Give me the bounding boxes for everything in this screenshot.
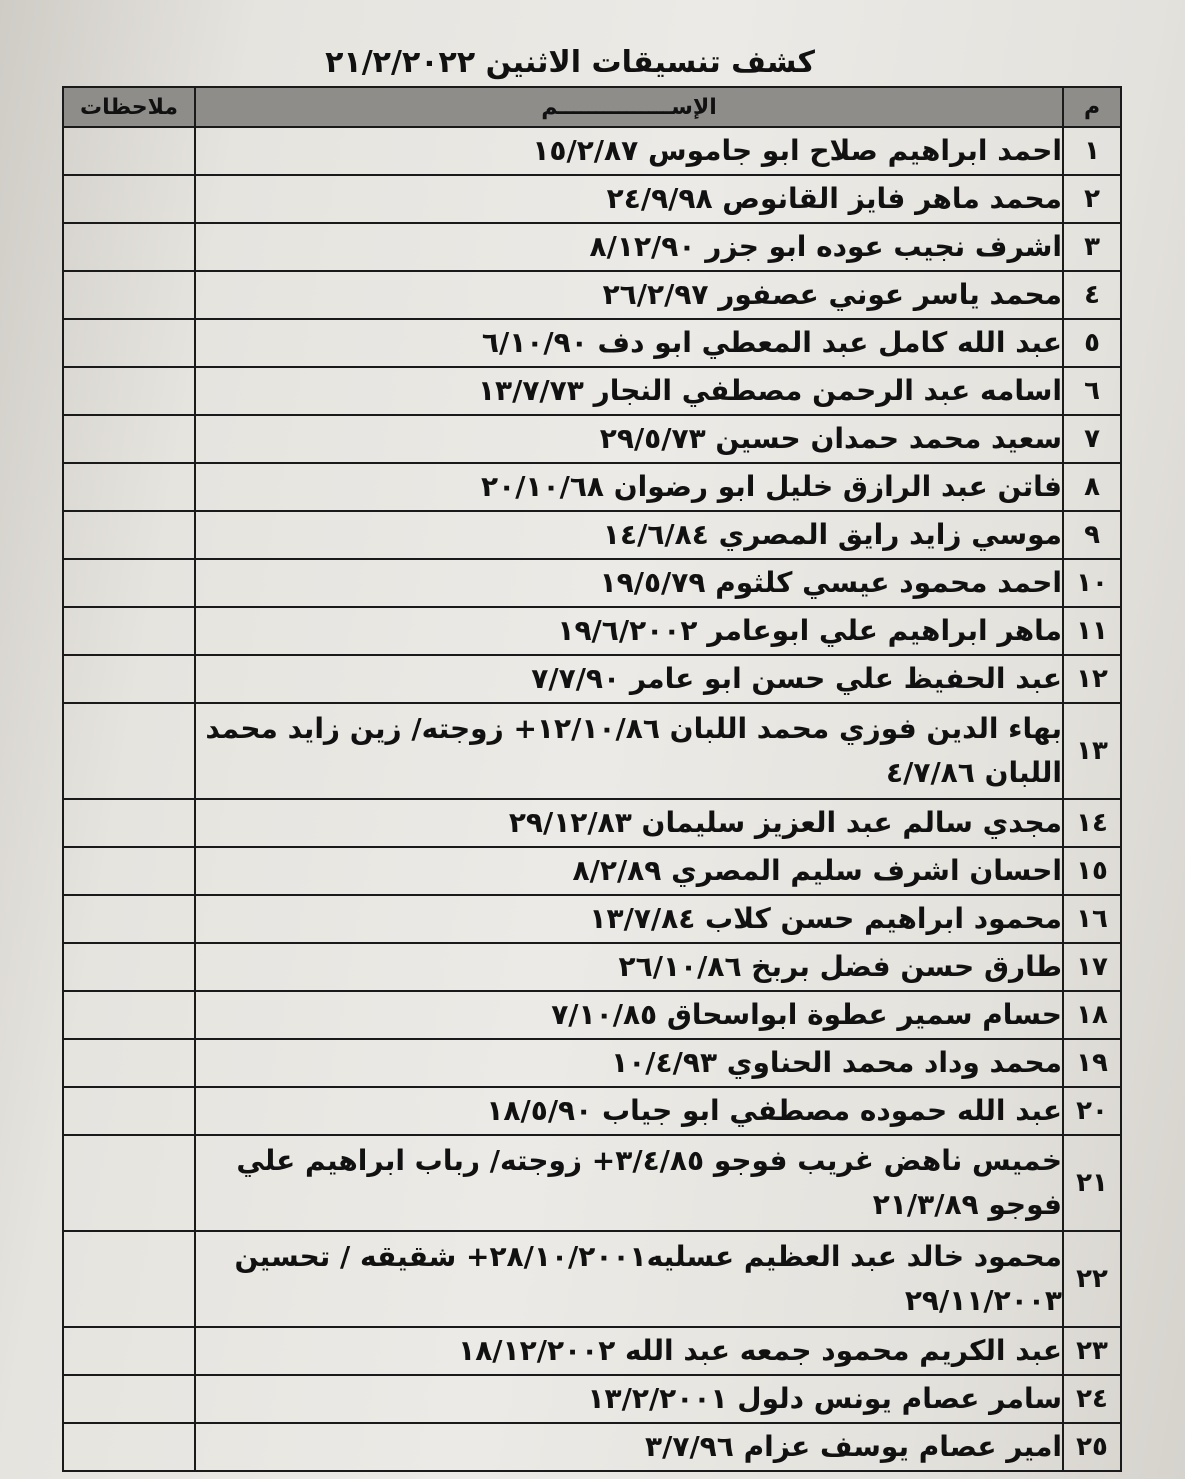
row-notes (63, 943, 195, 991)
row-notes (63, 607, 195, 655)
row-number: ١١ (1063, 607, 1121, 655)
table-row (63, 463, 1121, 511)
row-name: عبد الكريم محمود جمعه عبد الله ١٨/١٢/٢٠٠٢ (195, 1327, 1063, 1375)
row-name: احمد محمود عيسي كلثوم ١٩/٥/٧٩ (195, 559, 1063, 607)
row-notes (63, 1423, 195, 1471)
row-number: ٩ (1063, 511, 1121, 559)
row-name: حسام سمير عطوة ابواسحاق ٧/١٠/٨٥ (195, 991, 1063, 1039)
row-notes (63, 847, 195, 895)
roster-table (62, 86, 1122, 1472)
row-number: ٢٥ (1063, 1423, 1121, 1471)
row-notes (63, 175, 195, 223)
table-row (63, 847, 1121, 895)
row-notes (63, 655, 195, 703)
table-row (63, 607, 1121, 655)
table-row (63, 1039, 1121, 1087)
row-notes (63, 799, 195, 847)
row-notes (63, 1231, 195, 1327)
row-name: احسان اشرف سليم المصري ٨/٢/٨٩ (195, 847, 1063, 895)
row-notes (63, 1135, 195, 1231)
row-name: اشرف نجيب عوده ابو جزر ٨/١٢/٩٠ (195, 223, 1063, 271)
row-notes (63, 703, 195, 799)
roster-body (63, 127, 1121, 1471)
row-number: ١٣ (1063, 703, 1121, 799)
row-notes (63, 1327, 195, 1375)
row-number: ٢٣ (1063, 1327, 1121, 1375)
row-notes (63, 463, 195, 511)
row-number: ٢٠ (1063, 1087, 1121, 1135)
row-number: ٦ (1063, 367, 1121, 415)
table-row (63, 223, 1121, 271)
row-name: سعيد محمد حمدان حسين ٢٩/٥/٧٣ (195, 415, 1063, 463)
row-name: سامر عصام يونس دلول ١٣/٢/٢٠٠١ (195, 1375, 1063, 1423)
table-row (63, 175, 1121, 223)
table-row (63, 655, 1121, 703)
header-number: م (1063, 87, 1121, 127)
row-name: عبد الحفيظ علي حسن ابو عامر ٧/٧/٩٠ (195, 655, 1063, 703)
table-row (63, 1375, 1121, 1423)
row-number: ٢ (1063, 175, 1121, 223)
table-row (63, 1327, 1121, 1375)
row-notes (63, 415, 195, 463)
table-row (63, 319, 1121, 367)
row-name: احمد ابراهيم صلاح ابو جاموس ١٥/٢/٨٧ (195, 127, 1063, 175)
row-notes (63, 127, 195, 175)
row-notes (63, 367, 195, 415)
row-number: ٢٢ (1063, 1231, 1121, 1327)
table-row (63, 799, 1121, 847)
header-notes: ملاحظات (63, 87, 195, 127)
row-number: ١٠ (1063, 559, 1121, 607)
row-notes (63, 511, 195, 559)
header-row (63, 87, 1121, 127)
row-number: ١٦ (1063, 895, 1121, 943)
row-notes (63, 895, 195, 943)
header-name: الإســـــــــــــــم (195, 87, 1063, 127)
row-notes (63, 1087, 195, 1135)
row-notes (63, 991, 195, 1039)
table-row (63, 367, 1121, 415)
row-number: ١٢ (1063, 655, 1121, 703)
row-number: ١٥ (1063, 847, 1121, 895)
row-notes (63, 559, 195, 607)
row-notes (63, 1375, 195, 1423)
row-name: محمد ماهر فايز القانوص ٢٤/٩/٩٨ (195, 175, 1063, 223)
row-number: ١ (1063, 127, 1121, 175)
row-number: ١٩ (1063, 1039, 1121, 1087)
table-row (63, 703, 1121, 799)
row-name: محمود خالد عبد العظيم عسليه٢٨/١٠/٢٠٠١+ شقيقه / تحسين ٢٩/١١/٢٠٠٣ (195, 1231, 1063, 1327)
table-row (63, 991, 1121, 1039)
row-number: ١٤ (1063, 799, 1121, 847)
row-number: ١٨ (1063, 991, 1121, 1039)
row-name: مجدي سالم عبد العزيز سليمان ٢٩/١٢/٨٣ (195, 799, 1063, 847)
table-row (63, 1087, 1121, 1135)
row-notes (63, 1039, 195, 1087)
table-row (63, 1423, 1121, 1471)
row-name: فاتن عبد الرازق خليل ابو رضوان ٢٠/١٠/٦٨ (195, 463, 1063, 511)
row-number: ٨ (1063, 463, 1121, 511)
row-notes (63, 319, 195, 367)
row-number: ٢١ (1063, 1135, 1121, 1231)
row-name: امير عصام يوسف عزام ٣/٧/٩٦ (195, 1423, 1063, 1471)
row-name: عبد الله كامل عبد المعطي ابو دف ٦/١٠/٩٠ (195, 319, 1063, 367)
row-number: ١٧ (1063, 943, 1121, 991)
table-row (63, 559, 1121, 607)
table-row (63, 943, 1121, 991)
page-title: كشف تنسيقات الاثنين ٢١/٢/٢٠٢٢ (325, 45, 815, 80)
row-number: ٣ (1063, 223, 1121, 271)
row-number: ٤ (1063, 271, 1121, 319)
row-notes (63, 223, 195, 271)
row-name: ماهر ابراهيم علي ابوعامر ١٩/٦/٢٠٠٢ (195, 607, 1063, 655)
table-row (63, 1231, 1121, 1327)
row-name: عبد الله حموده مصطفي ابو جياب ١٨/٥/٩٠ (195, 1087, 1063, 1135)
table-row (63, 415, 1121, 463)
table-row (63, 1135, 1121, 1231)
row-name: اسامه عبد الرحمن مصطفي النجار ١٣/٧/٧٣ (195, 367, 1063, 415)
row-name: محمد وداد محمد الحناوي ١٠/٤/٩٣ (195, 1039, 1063, 1087)
row-name: طارق حسن فضل بربخ ٢٦/١٠/٨٦ (195, 943, 1063, 991)
table-row (63, 271, 1121, 319)
row-name: بهاء الدين فوزي محمد اللبان ١٢/١٠/٨٦+ زوجته/ زين زايد محمد اللبان ٤/٧/٨٦ (195, 703, 1063, 799)
row-number: ٢٤ (1063, 1375, 1121, 1423)
row-number: ٧ (1063, 415, 1121, 463)
table-row (63, 895, 1121, 943)
row-name: موسي زايد رايق المصري ١٤/٦/٨٤ (195, 511, 1063, 559)
row-number: ٥ (1063, 319, 1121, 367)
table-row (63, 511, 1121, 559)
table-row (63, 127, 1121, 175)
row-notes (63, 271, 195, 319)
row-name: محمد ياسر عوني عصفور ٢٦/٢/٩٧ (195, 271, 1063, 319)
row-name: خميس ناهض غريب فوجو ٣/٤/٨٥+ زوجته/ رباب ابراهيم علي فوجو ٢١/٣/٨٩ (195, 1135, 1063, 1231)
row-name: محمود ابراهيم حسن كلاب ١٣/٧/٨٤ (195, 895, 1063, 943)
